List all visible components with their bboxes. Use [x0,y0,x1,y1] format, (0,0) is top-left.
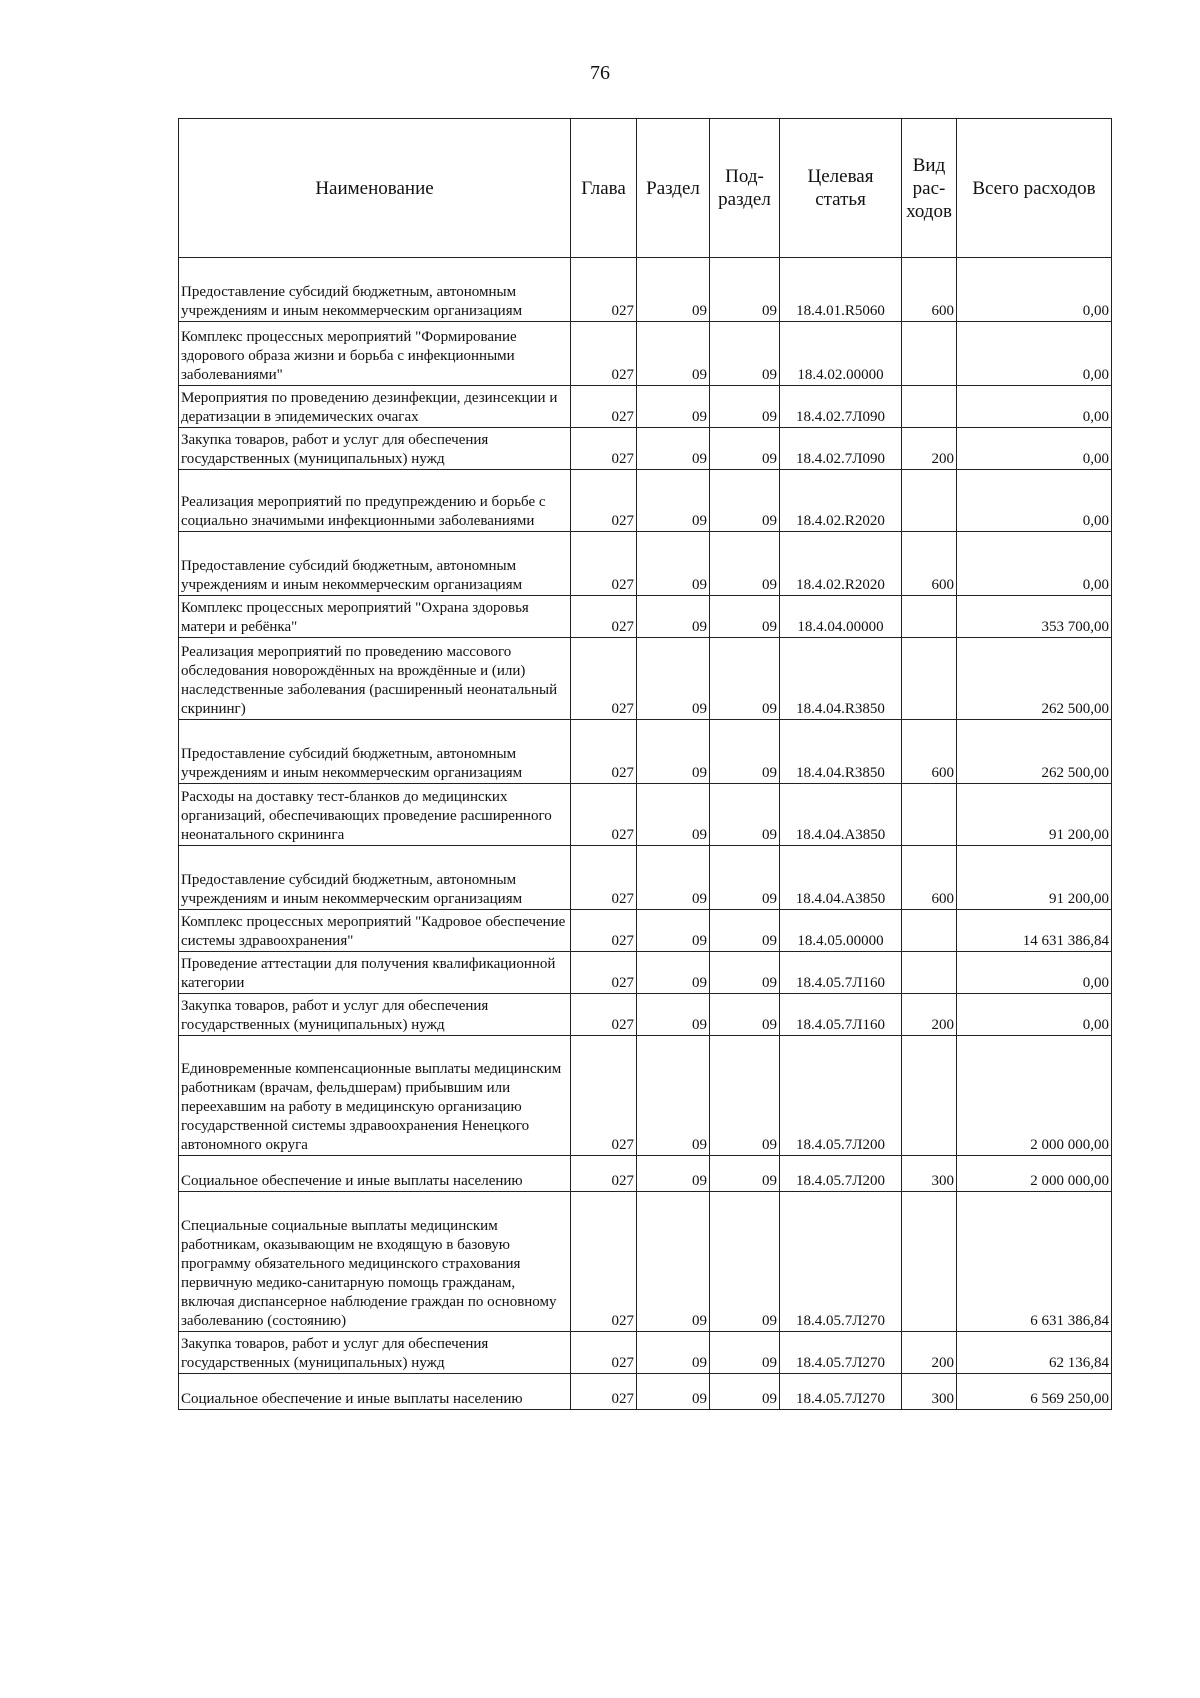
row-glava: 027 [571,784,637,846]
row-podrazdel: 09 [710,994,780,1036]
row-name: Реализация мероприятий по проведению массового обследования новорождённых на врождённые и (или) наследственные заболевания (расширенный неонатальный скрининг) [179,638,571,720]
row-podrazdel: 09 [710,910,780,952]
row-total: 91 200,00 [957,784,1112,846]
table-row [179,386,1112,428]
row-razdel: 09 [637,784,710,846]
row-statya: 18.4.05.00000 [780,910,902,952]
row-razdel: 09 [637,1156,710,1192]
row-vid: 600 [902,846,957,910]
row-total: 0,00 [957,258,1112,322]
row-razdel: 09 [637,720,710,784]
row-podrazdel: 09 [710,784,780,846]
row-name: Проведение аттестации для получения квалификационной категории [179,952,571,994]
row-podrazdel: 09 [710,1192,780,1332]
row-statya: 18.4.02.R2020 [780,532,902,596]
row-vid [902,322,957,386]
row-razdel: 09 [637,258,710,322]
row-podrazdel: 09 [710,1374,780,1410]
row-total: 0,00 [957,470,1112,532]
row-podrazdel: 09 [710,322,780,386]
row-name: Предоставление субсидий бюджетным, автономным учреждениям и иным некоммерческим организациям [179,846,571,910]
row-podrazdel: 09 [710,720,780,784]
row-total: 0,00 [957,952,1112,994]
table-row [179,596,1112,638]
row-vid [902,638,957,720]
row-razdel: 09 [637,532,710,596]
header-statya: Целевая статья [780,119,902,258]
row-total: 262 500,00 [957,638,1112,720]
table-row [179,322,1112,386]
row-podrazdel: 09 [710,846,780,910]
row-name: Социальное обеспечение и иные выплаты населению [179,1374,571,1410]
row-total: 0,00 [957,428,1112,470]
row-razdel: 09 [637,1332,710,1374]
row-statya: 18.4.05.7Л200 [780,1156,902,1192]
table-row [179,638,1112,720]
row-podrazdel: 09 [710,596,780,638]
table-row [179,720,1112,784]
row-statya: 18.4.01.R5060 [780,258,902,322]
row-name: Предоставление субсидий бюджетным, автономным учреждениям и иным некоммерческим организациям [179,532,571,596]
table-row [179,952,1112,994]
row-name: Специальные социальные выплаты медицинским работникам, оказывающим не входящую в базовую программу обязательного медицинского страхования первичную медико-санитарную помощь гражданам, включая диспансерное наблюдение граждан по основному заболеванию (состоянию) [179,1192,571,1332]
row-glava: 027 [571,720,637,784]
row-total: 6 569 250,00 [957,1374,1112,1410]
row-total: 0,00 [957,994,1112,1036]
row-statya: 18.4.04.R3850 [780,720,902,784]
table-header-row [179,119,1112,258]
row-vid [902,386,957,428]
row-vid [902,784,957,846]
row-name: Комплекс процессных мероприятий "Формирование здорового образа жизни и борьба с инфекционными заболеваниями" [179,322,571,386]
row-glava: 027 [571,994,637,1036]
row-podrazdel: 09 [710,532,780,596]
row-name: Предоставление субсидий бюджетным, автономным учреждениям и иным некоммерческим организациям [179,258,571,322]
row-vid [902,1036,957,1156]
row-glava: 027 [571,1036,637,1156]
row-statya: 18.4.02.00000 [780,322,902,386]
row-total: 0,00 [957,532,1112,596]
row-podrazdel: 09 [710,952,780,994]
table-row [179,994,1112,1036]
row-total: 262 500,00 [957,720,1112,784]
row-vid [902,1192,957,1332]
row-vid [902,910,957,952]
row-statya: 18.4.04.R3850 [780,638,902,720]
row-statya: 18.4.04.00000 [780,596,902,638]
row-statya: 18.4.05.7Л270 [780,1374,902,1410]
row-vid: 200 [902,428,957,470]
row-vid [902,596,957,638]
row-podrazdel: 09 [710,638,780,720]
header-podrazdel: Под- раздел [710,119,780,258]
row-podrazdel: 09 [710,470,780,532]
row-vid: 300 [902,1156,957,1192]
row-statya: 18.4.05.7Л270 [780,1192,902,1332]
row-total: 2 000 000,00 [957,1156,1112,1192]
row-statya: 18.4.05.7Л160 [780,994,902,1036]
header-total: Всего расходов [957,119,1112,258]
row-statya: 18.4.05.7Л200 [780,1036,902,1156]
row-glava: 027 [571,910,637,952]
row-total: 0,00 [957,386,1112,428]
row-total: 14 631 386,84 [957,910,1112,952]
header-razdel: Раздел [637,119,710,258]
row-glava: 027 [571,386,637,428]
row-statya: 18.4.04.А3850 [780,784,902,846]
row-glava: 027 [571,1156,637,1192]
row-statya: 18.4.02.7Л090 [780,386,902,428]
row-name: Закупка товаров, работ и услуг для обеспечения государственных (муниципальных) нужд [179,1332,571,1374]
row-razdel: 09 [637,638,710,720]
row-vid: 300 [902,1374,957,1410]
row-razdel: 09 [637,428,710,470]
row-glava: 027 [571,596,637,638]
row-total: 62 136,84 [957,1332,1112,1374]
row-name: Единовременные компенсационные выплаты медицинским работникам (врачам, фельдшерам) прибывшим или переехавшим на работу в медицинскую организацию государственной системы здравоохранения Ненецкого автономного округа [179,1036,571,1156]
row-statya: 18.4.04.А3850 [780,846,902,910]
row-razdel: 09 [637,846,710,910]
table-row [179,910,1112,952]
row-statya: 18.4.05.7Л270 [780,1332,902,1374]
table-row [179,1374,1112,1410]
row-glava: 027 [571,428,637,470]
table-row [179,428,1112,470]
row-name: Мероприятия по проведению дезинфекции, дезинсекции и дератизации в эпидемических очагах [179,386,571,428]
table-row [179,470,1112,532]
row-glava: 027 [571,1332,637,1374]
row-podrazdel: 09 [710,1156,780,1192]
table-row [179,1332,1112,1374]
row-glava: 027 [571,1374,637,1410]
row-razdel: 09 [637,386,710,428]
row-name: Закупка товаров, работ и услуг для обеспечения государственных (муниципальных) нужд [179,994,571,1036]
table-row [179,846,1112,910]
row-glava: 027 [571,532,637,596]
row-vid: 200 [902,994,957,1036]
row-razdel: 09 [637,910,710,952]
header-name: Наименование [179,119,571,258]
row-total: 353 700,00 [957,596,1112,638]
row-podrazdel: 09 [710,386,780,428]
row-razdel: 09 [637,1036,710,1156]
row-name: Комплекс процессных мероприятий "Кадровое обеспечение системы здравоохранения" [179,910,571,952]
budget-table [178,118,1112,1410]
row-total: 0,00 [957,322,1112,386]
row-vid [902,952,957,994]
row-vid: 200 [902,1332,957,1374]
page-number: 76 [590,62,610,84]
row-statya: 18.4.05.7Л160 [780,952,902,994]
row-glava: 027 [571,470,637,532]
row-total: 91 200,00 [957,846,1112,910]
row-podrazdel: 09 [710,1036,780,1156]
row-glava: 027 [571,258,637,322]
row-name: Закупка товаров, работ и услуг для обеспечения государственных (муниципальных) нужд [179,428,571,470]
table-row [179,258,1112,322]
row-glava: 027 [571,952,637,994]
row-razdel: 09 [637,596,710,638]
table-row [179,784,1112,846]
row-glava: 027 [571,1192,637,1332]
row-glava: 027 [571,322,637,386]
row-name: Предоставление субсидий бюджетным, автономным учреждениям и иным некоммерческим организациям [179,720,571,784]
row-razdel: 09 [637,952,710,994]
row-statya: 18.4.02.7Л090 [780,428,902,470]
row-glava: 027 [571,846,637,910]
header-vid: Вид рас- ходов [902,119,957,258]
row-podrazdel: 09 [710,428,780,470]
row-statya: 18.4.02.R2020 [780,470,902,532]
table-row [179,1156,1112,1192]
row-vid: 600 [902,258,957,322]
row-vid: 600 [902,720,957,784]
table-row [179,532,1112,596]
row-glava: 027 [571,638,637,720]
row-total: 6 631 386,84 [957,1192,1112,1332]
row-name: Расходы на доставку тест-бланков до медицинских организаций, обеспечивающих проведение расширенного неонатального скрининга [179,784,571,846]
row-razdel: 09 [637,1374,710,1410]
row-podrazdel: 09 [710,258,780,322]
table-row [179,1192,1112,1332]
row-name: Реализация мероприятий по предупреждению и борьбе с социально значимыми инфекционными заболеваниями [179,470,571,532]
row-razdel: 09 [637,994,710,1036]
row-total: 2 000 000,00 [957,1036,1112,1156]
row-razdel: 09 [637,322,710,386]
row-razdel: 09 [637,1192,710,1332]
row-razdel: 09 [637,470,710,532]
row-podrazdel: 09 [710,1332,780,1374]
row-name: Комплекс процессных мероприятий "Охрана здоровья матери и ребёнка" [179,596,571,638]
row-vid: 600 [902,532,957,596]
row-name: Социальное обеспечение и иные выплаты населению [179,1156,571,1192]
row-vid [902,470,957,532]
header-glava: Глава [571,119,637,258]
table-row [179,1036,1112,1156]
